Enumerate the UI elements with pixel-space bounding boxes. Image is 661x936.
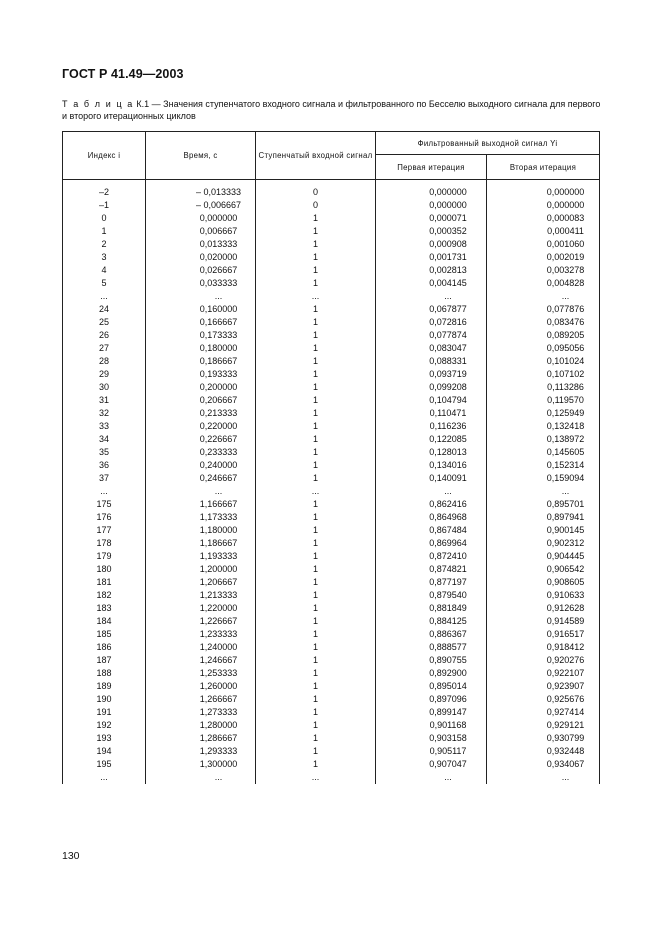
table-row bbox=[63, 290, 600, 303]
cell-index: 181 bbox=[63, 576, 146, 589]
cell-time: 1,273333 bbox=[146, 706, 256, 719]
cell-step-signal: 1 bbox=[256, 589, 376, 602]
cell-step-signal: 1 bbox=[256, 264, 376, 277]
cell-time: – 0,013333 bbox=[146, 186, 256, 199]
cell-step-signal: 1 bbox=[256, 680, 376, 693]
cell-first-iteration: 0,905117 bbox=[376, 745, 487, 758]
cell-first-iteration: 0,093719 bbox=[376, 368, 487, 381]
cell-second-iteration: 0,125949 bbox=[487, 407, 600, 420]
table-row bbox=[63, 654, 600, 667]
cell-time: 0,180000 bbox=[146, 342, 256, 355]
cell-time: 0,160000 bbox=[146, 303, 256, 316]
document-id: ГОСТ Р 41.49—2003 bbox=[62, 67, 184, 81]
cell-index: 179 bbox=[63, 550, 146, 563]
cell-step-signal: 1 bbox=[256, 225, 376, 238]
cell-second-iteration: 0,095056 bbox=[487, 342, 600, 355]
cell-first-iteration: ... bbox=[376, 485, 487, 498]
cell-index: ... bbox=[63, 485, 146, 498]
cell-time: 0,193333 bbox=[146, 368, 256, 381]
cell-first-iteration: 0,002813 bbox=[376, 264, 487, 277]
cell-index: 28 bbox=[63, 355, 146, 368]
cell-index: 37 bbox=[63, 472, 146, 485]
cell-time: 0,213333 bbox=[146, 407, 256, 420]
cell-index: 26 bbox=[63, 329, 146, 342]
cell-second-iteration: 0,929121 bbox=[487, 719, 600, 732]
cell-index: 30 bbox=[63, 381, 146, 394]
table-row bbox=[63, 342, 600, 355]
table-row bbox=[63, 758, 600, 771]
cell-time: 1,220000 bbox=[146, 602, 256, 615]
table-row bbox=[63, 303, 600, 316]
table-row bbox=[63, 251, 600, 264]
cell-step-signal: 1 bbox=[256, 641, 376, 654]
cell-first-iteration: 0,128013 bbox=[376, 446, 487, 459]
cell-index: 32 bbox=[63, 407, 146, 420]
cell-first-iteration: 0,874821 bbox=[376, 563, 487, 576]
cell-step-signal: 1 bbox=[256, 420, 376, 433]
cell-second-iteration: 0,930799 bbox=[487, 732, 600, 745]
cell-second-iteration: 0,145605 bbox=[487, 446, 600, 459]
cell-step-signal: 1 bbox=[256, 602, 376, 615]
table-row bbox=[63, 498, 600, 511]
table-row bbox=[63, 524, 600, 537]
table-row bbox=[63, 680, 600, 693]
cell-step-signal: 1 bbox=[256, 407, 376, 420]
table-row bbox=[63, 446, 600, 459]
cell-step-signal: 1 bbox=[256, 277, 376, 290]
cell-second-iteration: 0,113286 bbox=[487, 381, 600, 394]
table-row bbox=[63, 511, 600, 524]
cell-first-iteration: 0,890755 bbox=[376, 654, 487, 667]
cell-second-iteration: 0,897941 bbox=[487, 511, 600, 524]
cell-step-signal: 1 bbox=[256, 706, 376, 719]
cell-second-iteration: 0,003278 bbox=[487, 264, 600, 277]
cell-index: –2 bbox=[63, 186, 146, 199]
cell-second-iteration: 0,089205 bbox=[487, 329, 600, 342]
cell-index: 184 bbox=[63, 615, 146, 628]
cell-second-iteration: 0,912628 bbox=[487, 602, 600, 615]
cell-second-iteration: 0,925676 bbox=[487, 693, 600, 706]
cell-time: ... bbox=[146, 290, 256, 303]
cell-step-signal: 1 bbox=[256, 238, 376, 251]
cell-index: 1 bbox=[63, 225, 146, 238]
table-row bbox=[63, 550, 600, 563]
cell-first-iteration: 0,110471 bbox=[376, 407, 487, 420]
cell-index: ... bbox=[63, 290, 146, 303]
cell-time: 0,240000 bbox=[146, 459, 256, 472]
cell-step-signal: 1 bbox=[256, 303, 376, 316]
cell-time: 1,246667 bbox=[146, 654, 256, 667]
cell-index: 29 bbox=[63, 368, 146, 381]
cell-time: 0,206667 bbox=[146, 394, 256, 407]
table-row bbox=[63, 667, 600, 680]
cell-step-signal: 1 bbox=[256, 381, 376, 394]
cell-first-iteration: 0,886367 bbox=[376, 628, 487, 641]
header-time: Время, с bbox=[146, 132, 256, 180]
cell-step-signal: 1 bbox=[256, 368, 376, 381]
cell-first-iteration: 0,001731 bbox=[376, 251, 487, 264]
cell-second-iteration: 0,119570 bbox=[487, 394, 600, 407]
cell-second-iteration: 0,895701 bbox=[487, 498, 600, 511]
cell-index: 36 bbox=[63, 459, 146, 472]
cell-first-iteration: 0,901168 bbox=[376, 719, 487, 732]
table-row bbox=[63, 407, 600, 420]
cell-index: 31 bbox=[63, 394, 146, 407]
header-step-signal: Ступенчатый входной сигнал bbox=[256, 132, 376, 180]
cell-time: 0,220000 bbox=[146, 420, 256, 433]
cell-time: 1,193333 bbox=[146, 550, 256, 563]
cell-time: 1,166667 bbox=[146, 498, 256, 511]
cell-second-iteration: 0,916517 bbox=[487, 628, 600, 641]
cell-index: 35 bbox=[63, 446, 146, 459]
cell-first-iteration: 0,899147 bbox=[376, 706, 487, 719]
cell-index: 27 bbox=[63, 342, 146, 355]
cell-time: 1,260000 bbox=[146, 680, 256, 693]
cell-step-signal: 1 bbox=[256, 667, 376, 680]
cell-first-iteration: 0,864968 bbox=[376, 511, 487, 524]
table-row bbox=[63, 264, 600, 277]
table-row bbox=[63, 186, 600, 199]
cell-first-iteration: 0,879540 bbox=[376, 589, 487, 602]
cell-index: 189 bbox=[63, 680, 146, 693]
cell-step-signal: 1 bbox=[256, 615, 376, 628]
cell-second-iteration: 0,904445 bbox=[487, 550, 600, 563]
cell-second-iteration: 0,900145 bbox=[487, 524, 600, 537]
cell-step-signal: 1 bbox=[256, 524, 376, 537]
cell-second-iteration: 0,000411 bbox=[487, 225, 600, 238]
cell-second-iteration: 0,932448 bbox=[487, 745, 600, 758]
cell-first-iteration: 0,869964 bbox=[376, 537, 487, 550]
cell-second-iteration: 0,152314 bbox=[487, 459, 600, 472]
cell-time: 0,246667 bbox=[146, 472, 256, 485]
cell-time: 0,033333 bbox=[146, 277, 256, 290]
header-index: Индекс i bbox=[63, 132, 146, 180]
cell-first-iteration: 0,083047 bbox=[376, 342, 487, 355]
cell-second-iteration: 0,000000 bbox=[487, 186, 600, 199]
cell-second-iteration: 0,934067 bbox=[487, 758, 600, 771]
cell-step-signal: 1 bbox=[256, 550, 376, 563]
cell-index: 183 bbox=[63, 602, 146, 615]
cell-step-signal: ... bbox=[256, 771, 376, 784]
table-row bbox=[63, 719, 600, 732]
cell-step-signal: 1 bbox=[256, 693, 376, 706]
cell-second-iteration: 0,908605 bbox=[487, 576, 600, 589]
cell-first-iteration: 0,877197 bbox=[376, 576, 487, 589]
cell-index: 187 bbox=[63, 654, 146, 667]
cell-first-iteration: 0,000000 bbox=[376, 186, 487, 199]
cell-second-iteration: 0,004828 bbox=[487, 277, 600, 290]
cell-first-iteration: 0,884125 bbox=[376, 615, 487, 628]
cell-index: 24 bbox=[63, 303, 146, 316]
cell-time: ... bbox=[146, 771, 256, 784]
cell-time: 1,286667 bbox=[146, 732, 256, 745]
cell-time: 0,006667 bbox=[146, 225, 256, 238]
cell-first-iteration: 0,088331 bbox=[376, 355, 487, 368]
cell-time: 0,000000 bbox=[146, 212, 256, 225]
cell-second-iteration: 0,138972 bbox=[487, 433, 600, 446]
cell-step-signal: 1 bbox=[256, 732, 376, 745]
cell-first-iteration: 0,000352 bbox=[376, 225, 487, 238]
table-row bbox=[63, 745, 600, 758]
cell-step-signal: ... bbox=[256, 485, 376, 498]
cell-second-iteration: 0,923907 bbox=[487, 680, 600, 693]
table-row bbox=[63, 563, 600, 576]
table-row bbox=[63, 199, 600, 212]
cell-second-iteration: 0,077876 bbox=[487, 303, 600, 316]
table-row bbox=[63, 355, 600, 368]
table-row bbox=[63, 602, 600, 615]
cell-time: 1,206667 bbox=[146, 576, 256, 589]
cell-second-iteration: 0,927414 bbox=[487, 706, 600, 719]
cell-time: 0,200000 bbox=[146, 381, 256, 394]
cell-step-signal: 1 bbox=[256, 212, 376, 225]
cell-second-iteration: ... bbox=[487, 771, 600, 784]
cell-index: 186 bbox=[63, 641, 146, 654]
cell-first-iteration: 0,077874 bbox=[376, 329, 487, 342]
cell-index: 195 bbox=[63, 758, 146, 771]
cell-time: 0,026667 bbox=[146, 264, 256, 277]
cell-second-iteration: 0,000000 bbox=[487, 199, 600, 212]
cell-step-signal: 1 bbox=[256, 654, 376, 667]
cell-first-iteration: 0,867484 bbox=[376, 524, 487, 537]
table-row bbox=[63, 381, 600, 394]
cell-step-signal: 0 bbox=[256, 186, 376, 199]
cell-second-iteration: 0,107102 bbox=[487, 368, 600, 381]
cell-first-iteration: 0,892900 bbox=[376, 667, 487, 680]
cell-second-iteration: 0,132418 bbox=[487, 420, 600, 433]
table-row bbox=[63, 329, 600, 342]
cell-index: 188 bbox=[63, 667, 146, 680]
cell-first-iteration: 0,134016 bbox=[376, 459, 487, 472]
cell-step-signal: 1 bbox=[256, 628, 376, 641]
cell-step-signal: 1 bbox=[256, 745, 376, 758]
cell-second-iteration: 0,101024 bbox=[487, 355, 600, 368]
cell-step-signal: 1 bbox=[256, 576, 376, 589]
cell-first-iteration: 0,104794 bbox=[376, 394, 487, 407]
cell-time: – 0,006667 bbox=[146, 199, 256, 212]
cell-step-signal: 1 bbox=[256, 459, 376, 472]
cell-second-iteration: ... bbox=[487, 485, 600, 498]
table-row bbox=[63, 732, 600, 745]
cell-first-iteration: 0,004145 bbox=[376, 277, 487, 290]
cell-first-iteration: 0,888577 bbox=[376, 641, 487, 654]
table-row bbox=[63, 641, 600, 654]
cell-index: 182 bbox=[63, 589, 146, 602]
cell-first-iteration: 0,140091 bbox=[376, 472, 487, 485]
cell-first-iteration: 0,122085 bbox=[376, 433, 487, 446]
header-filtered-signal: Фильтрованный выходной сигнал Yi bbox=[376, 132, 600, 155]
table-row bbox=[63, 433, 600, 446]
cell-first-iteration: ... bbox=[376, 290, 487, 303]
caption-text: К.1 — Значения ступенчатого входного сигнала и фильтрованного по Бесселю выходного сигнала для первого и второго итерационных циклов bbox=[62, 99, 601, 121]
cell-first-iteration: 0,116236 bbox=[376, 420, 487, 433]
cell-time: 1,173333 bbox=[146, 511, 256, 524]
cell-time: 0,020000 bbox=[146, 251, 256, 264]
cell-index: 193 bbox=[63, 732, 146, 745]
cell-first-iteration: ... bbox=[376, 771, 487, 784]
cell-time: 1,200000 bbox=[146, 563, 256, 576]
cell-second-iteration: 0,914589 bbox=[487, 615, 600, 628]
cell-time: 1,213333 bbox=[146, 589, 256, 602]
table-body bbox=[63, 180, 600, 785]
cell-index: 0 bbox=[63, 212, 146, 225]
cell-first-iteration: 0,862416 bbox=[376, 498, 487, 511]
cell-second-iteration: 0,001060 bbox=[487, 238, 600, 251]
table-row bbox=[63, 589, 600, 602]
cell-step-signal: 0 bbox=[256, 199, 376, 212]
cell-step-signal: 1 bbox=[256, 342, 376, 355]
table-row bbox=[63, 472, 600, 485]
cell-step-signal: 1 bbox=[256, 329, 376, 342]
cell-time: 0,166667 bbox=[146, 316, 256, 329]
cell-index: 3 bbox=[63, 251, 146, 264]
cell-time: 0,186667 bbox=[146, 355, 256, 368]
cell-step-signal: 1 bbox=[256, 394, 376, 407]
cell-time: 0,233333 bbox=[146, 446, 256, 459]
cell-index: 190 bbox=[63, 693, 146, 706]
cell-first-iteration: 0,895014 bbox=[376, 680, 487, 693]
cell-step-signal: 1 bbox=[256, 433, 376, 446]
table-row bbox=[63, 225, 600, 238]
cell-time: 1,240000 bbox=[146, 641, 256, 654]
table-row bbox=[63, 394, 600, 407]
cell-step-signal: 1 bbox=[256, 719, 376, 732]
cell-index: 175 bbox=[63, 498, 146, 511]
table-row bbox=[63, 212, 600, 225]
cell-index: 177 bbox=[63, 524, 146, 537]
cell-first-iteration: 0,072816 bbox=[376, 316, 487, 329]
header-second-iteration: Вторая итерация bbox=[487, 155, 600, 180]
cell-first-iteration: 0,872410 bbox=[376, 550, 487, 563]
data-table bbox=[62, 131, 600, 784]
caption-label: Т а б л и ц а bbox=[62, 99, 134, 109]
cell-step-signal: 1 bbox=[256, 446, 376, 459]
cell-step-signal: 1 bbox=[256, 316, 376, 329]
cell-time: 1,300000 bbox=[146, 758, 256, 771]
cell-first-iteration: 0,000000 bbox=[376, 199, 487, 212]
cell-first-iteration: 0,000908 bbox=[376, 238, 487, 251]
cell-first-iteration: 0,907047 bbox=[376, 758, 487, 771]
cell-index: 191 bbox=[63, 706, 146, 719]
cell-time: 1,180000 bbox=[146, 524, 256, 537]
cell-second-iteration: 0,920276 bbox=[487, 654, 600, 667]
header-first-iteration: Первая итерация bbox=[376, 155, 487, 180]
cell-step-signal: 1 bbox=[256, 537, 376, 550]
cell-first-iteration: 0,067877 bbox=[376, 303, 487, 316]
table-row bbox=[63, 693, 600, 706]
cell-second-iteration: 0,922107 bbox=[487, 667, 600, 680]
cell-index: 192 bbox=[63, 719, 146, 732]
table-row bbox=[63, 316, 600, 329]
cell-time: 1,266667 bbox=[146, 693, 256, 706]
table-row bbox=[63, 368, 600, 381]
cell-index: 34 bbox=[63, 433, 146, 446]
table-row bbox=[63, 459, 600, 472]
table-row bbox=[63, 576, 600, 589]
table-caption bbox=[62, 98, 602, 122]
cell-time: 1,280000 bbox=[146, 719, 256, 732]
cell-step-signal: 1 bbox=[256, 758, 376, 771]
table-row bbox=[63, 537, 600, 550]
cell-second-iteration: 0,083476 bbox=[487, 316, 600, 329]
cell-time: 0,226667 bbox=[146, 433, 256, 446]
cell-second-iteration: 0,902312 bbox=[487, 537, 600, 550]
table-row bbox=[63, 238, 600, 251]
cell-index: 2 bbox=[63, 238, 146, 251]
cell-index: 5 bbox=[63, 277, 146, 290]
cell-index: ... bbox=[63, 771, 146, 784]
table-row bbox=[63, 615, 600, 628]
cell-first-iteration: 0,000071 bbox=[376, 212, 487, 225]
cell-step-signal: 1 bbox=[256, 511, 376, 524]
cell-time: 0,013333 bbox=[146, 238, 256, 251]
cell-second-iteration: 0,918412 bbox=[487, 641, 600, 654]
cell-time: 0,173333 bbox=[146, 329, 256, 342]
cell-step-signal: 1 bbox=[256, 251, 376, 264]
cell-second-iteration: 0,910633 bbox=[487, 589, 600, 602]
cell-index: 25 bbox=[63, 316, 146, 329]
cell-first-iteration: 0,881849 bbox=[376, 602, 487, 615]
table-row bbox=[63, 420, 600, 433]
cell-step-signal: ... bbox=[256, 290, 376, 303]
cell-second-iteration: ... bbox=[487, 290, 600, 303]
cell-index: 180 bbox=[63, 563, 146, 576]
table-row bbox=[63, 628, 600, 641]
cell-time: 1,226667 bbox=[146, 615, 256, 628]
cell-index: 185 bbox=[63, 628, 146, 641]
cell-second-iteration: 0,159094 bbox=[487, 472, 600, 485]
cell-time: 1,186667 bbox=[146, 537, 256, 550]
cell-second-iteration: 0,002019 bbox=[487, 251, 600, 264]
cell-step-signal: 1 bbox=[256, 355, 376, 368]
cell-time: 1,293333 bbox=[146, 745, 256, 758]
cell-index: 33 bbox=[63, 420, 146, 433]
cell-first-iteration: 0,897096 bbox=[376, 693, 487, 706]
table-row bbox=[63, 277, 600, 290]
cell-time: 1,233333 bbox=[146, 628, 256, 641]
cell-second-iteration: 0,000083 bbox=[487, 212, 600, 225]
table-row bbox=[63, 706, 600, 719]
table-row bbox=[63, 771, 600, 784]
cell-step-signal: 1 bbox=[256, 472, 376, 485]
cell-time: ... bbox=[146, 485, 256, 498]
cell-second-iteration: 0,906542 bbox=[487, 563, 600, 576]
cell-time: 1,253333 bbox=[146, 667, 256, 680]
table-row bbox=[63, 485, 600, 498]
cell-step-signal: 1 bbox=[256, 498, 376, 511]
page-number: 130 bbox=[62, 850, 80, 862]
cell-index: 4 bbox=[63, 264, 146, 277]
cell-first-iteration: 0,903158 bbox=[376, 732, 487, 745]
cell-first-iteration: 0,099208 bbox=[376, 381, 487, 394]
cell-index: 176 bbox=[63, 511, 146, 524]
cell-index: –1 bbox=[63, 199, 146, 212]
cell-index: 194 bbox=[63, 745, 146, 758]
cell-step-signal: 1 bbox=[256, 563, 376, 576]
cell-index: 178 bbox=[63, 537, 146, 550]
table-header bbox=[63, 132, 600, 180]
